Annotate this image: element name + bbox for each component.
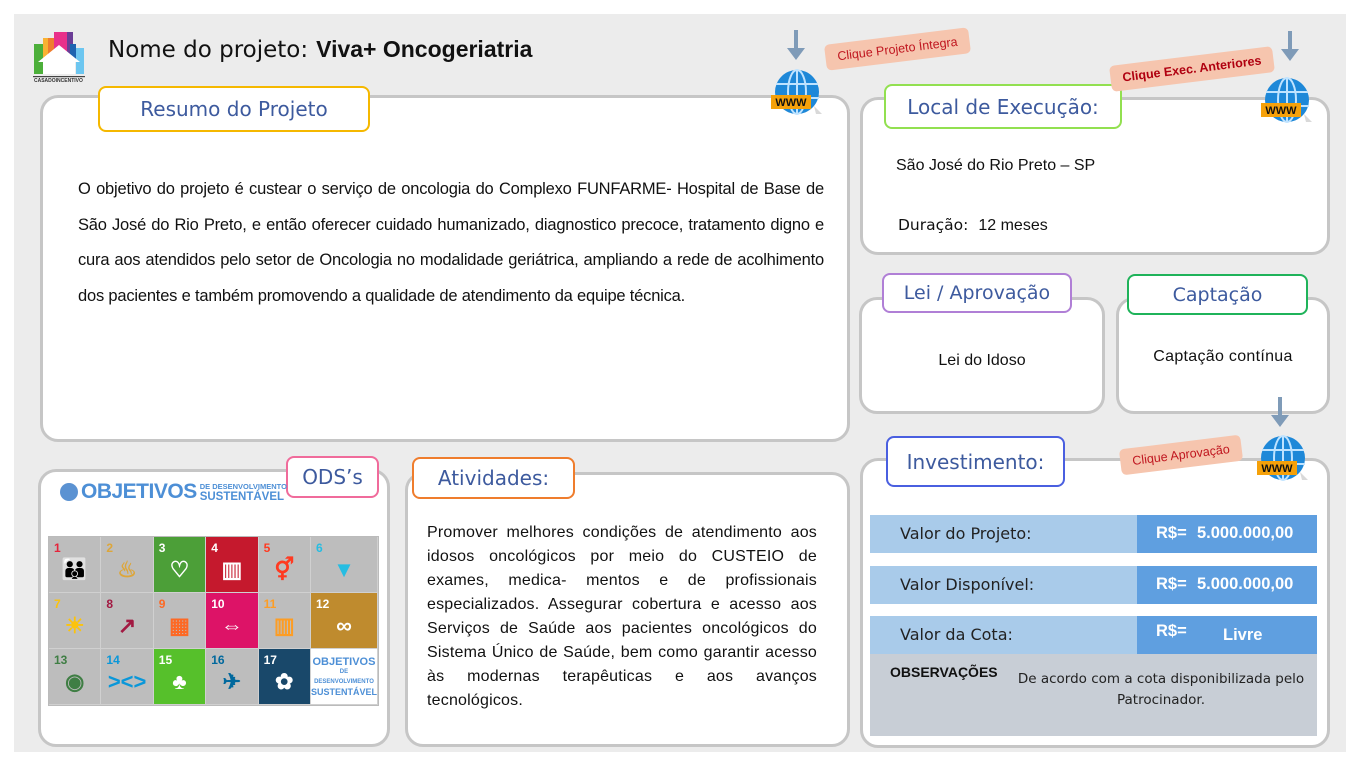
ods-title: ODS’s [286, 456, 379, 498]
growth-chart-icon: ↗ [117, 612, 137, 638]
valor-cota-row [870, 616, 1317, 654]
page-title [108, 36, 532, 63]
ods-goal-9 [154, 593, 206, 649]
ods-goal-17 [259, 649, 311, 705]
ods-goal-1 [49, 537, 101, 593]
amount: 5.000.000,00 [1197, 524, 1294, 542]
grid-logo-small-top: DE DESENVOLVIMENTO [314, 668, 374, 685]
goal-number: 7 [54, 597, 61, 611]
goal-number: 5 [263, 541, 271, 555]
cubes-icon: ▦ [169, 612, 190, 638]
goal-number: 15 [158, 653, 173, 667]
goal-number: 9 [158, 597, 166, 611]
dove-icon: ✈ [222, 668, 242, 694]
globe-www-link-projeto-integra[interactable] [770, 68, 824, 120]
duration-value: 12 meses [978, 217, 1048, 234]
ods-goal-10 [206, 593, 258, 649]
lei-title: Lei / Aprovação [882, 273, 1072, 313]
svg-text:WWW: WWW [1265, 105, 1297, 117]
investimento-title: Investimento: [886, 436, 1065, 487]
casa-do-incentivo-logo [30, 30, 88, 88]
goal-number: 14 [106, 653, 120, 667]
logo-small-bottom: SUSTENTÁVEL [199, 491, 285, 503]
arrow-down-icon [1280, 31, 1300, 63]
ods-goal-4 [206, 537, 258, 593]
grid-logo-small-bottom: SUSTENTÁVEL [310, 686, 377, 697]
family-icon: 👪 [60, 556, 89, 582]
currency: R$= [1156, 524, 1187, 542]
heartbeat-icon: ♡ [169, 556, 190, 582]
project-name: Viva+ Oncogeriatria [316, 36, 533, 62]
globe-www-link-exec-anteriores[interactable] [1260, 76, 1314, 128]
globe-www-link-aprovacao[interactable] [1256, 434, 1310, 486]
arrow-down-icon [1270, 397, 1290, 429]
fish-icon: ><> [107, 668, 147, 694]
book-icon: ▥ [221, 556, 243, 582]
ods-goal-2 [101, 537, 153, 593]
ods-goal-3 [154, 537, 206, 593]
ods-goal-6 [311, 537, 378, 593]
water-icon: ▼ [333, 556, 355, 582]
ods-goal-7 [49, 593, 101, 649]
logo-text: CASADOINCENTIVO [34, 78, 83, 84]
equality-icon: ⇔ [220, 612, 243, 638]
duration [898, 216, 1048, 235]
gender-icon: ⚥ [274, 556, 295, 582]
ods-goal-15 [154, 649, 206, 705]
logo-big-text: OBJETIVOS [81, 480, 197, 503]
ods-goal-12 [311, 593, 378, 649]
link-aprovacao[interactable]: Clique Aprovação [1119, 435, 1243, 476]
valor-projeto-row [870, 515, 1317, 553]
objetivos-desenvolvimento-logo [60, 480, 287, 504]
ods-goal-11 [259, 593, 311, 649]
goal-number: 4 [211, 541, 218, 555]
resumo-text: O objetivo do projeto é custear o serviço de oncologia do Complexo FUNFARME- Hospital de Base de São José do Rio Preto, e então oferecer cuidado humanizado, diagnostico precoce, tratamento digno e cura aos atendidos pelo setor de Oncologia no modalidade geriátrica, ampliando a rede de acolhimento dos pacientes e também promovendo a qualidade de atendimento da equipe técnica. [78, 180, 824, 305]
grid-logo-big: OBJETIVOS [312, 655, 376, 668]
city-icon: ▥ [273, 612, 295, 638]
bowl-icon: ♨ [117, 556, 137, 582]
sun-icon: ☀ [64, 612, 85, 638]
ods-goal-5 [259, 537, 311, 593]
goal-number: 12 [315, 597, 330, 611]
goal-number: 3 [158, 541, 166, 555]
value-box [1137, 616, 1317, 654]
resumo-title: Resumo do Projeto [98, 86, 370, 132]
goal-number: 10 [211, 597, 225, 611]
tree-icon: ♣ [172, 668, 187, 694]
link-projeto-integra[interactable]: Clique Projeto Íntegra [824, 27, 971, 70]
amount: Livre [1223, 626, 1263, 644]
duration-label: Duração: [898, 216, 969, 234]
eye-globe-icon: ◉ [65, 668, 85, 694]
goal-number: 1 [54, 541, 61, 555]
value-box [1137, 566, 1317, 604]
atividades-title: Atividades: [412, 457, 575, 499]
amount: 5.000.000,00 [1197, 575, 1294, 593]
goal-number: 11 [263, 597, 277, 611]
goal-number: 16 [211, 653, 225, 667]
goal-number: 17 [263, 653, 277, 667]
ods-goal-13 [49, 649, 101, 705]
goal-number: 2 [106, 541, 114, 555]
ods-goal-8 [101, 593, 153, 649]
local-title: Local de Execução: [884, 84, 1122, 129]
link-exec-anteriores[interactable]: Clique Exec. Anteriores [1109, 46, 1275, 92]
svg-text:WWW: WWW [1261, 463, 1293, 475]
logo-small-text [200, 482, 287, 502]
captacao-value: Captação contínua [1153, 348, 1293, 365]
observacoes-box [870, 654, 1317, 736]
observacoes-label: OBSERVAÇÕES [890, 664, 998, 680]
title-label: Nome do projeto: [108, 37, 309, 63]
logo-small-top: DE DESENVOLVIMENTO [199, 482, 287, 491]
row-label: Valor da Cota: [900, 625, 1013, 644]
row-label: Valor Disponível: [900, 575, 1035, 594]
goal-number: 13 [54, 653, 68, 667]
observacoes-text: De acordo com a cota disponibilizada pelo Patrocinador. [1017, 671, 1305, 708]
currency: R$= [1156, 575, 1187, 593]
local-city: São José do Rio Preto – SP [896, 157, 1096, 174]
ods-goal-14 [101, 649, 153, 705]
ods-goals-grid [48, 536, 379, 706]
arrow-down-icon [786, 30, 806, 62]
valor-disponivel-row [870, 566, 1317, 604]
captacao-title: Captação [1127, 274, 1308, 315]
atividades-text: Promover melhores condições de atendimento aos idosos oncológicos por meio do CUSTEIO de exames, medica- mentos e de profissionais especializados. Assegurar cobertura e acesso aos Serviços de Saúde aos pacientes oncológicos do Sistema Único de Saúde, bem como garantir acesso às modernas terapêuticas e aos avanços tecnológicos. [427, 524, 817, 709]
goal-number: 6 [315, 541, 323, 555]
value-box [1137, 515, 1317, 553]
ods-goal-16 [206, 649, 258, 705]
infinity-icon: ∞ [336, 612, 352, 638]
un-emblem-icon [60, 483, 78, 501]
goal-number: 8 [106, 597, 114, 611]
currency: R$= [1156, 622, 1187, 640]
row-label: Valor do Projeto: [900, 524, 1032, 543]
www-label: WWW [775, 97, 807, 109]
ods-grid-logo [311, 649, 378, 705]
lei-value: Lei do Idoso [938, 352, 1026, 369]
flower-icon: ✿ [275, 668, 294, 694]
